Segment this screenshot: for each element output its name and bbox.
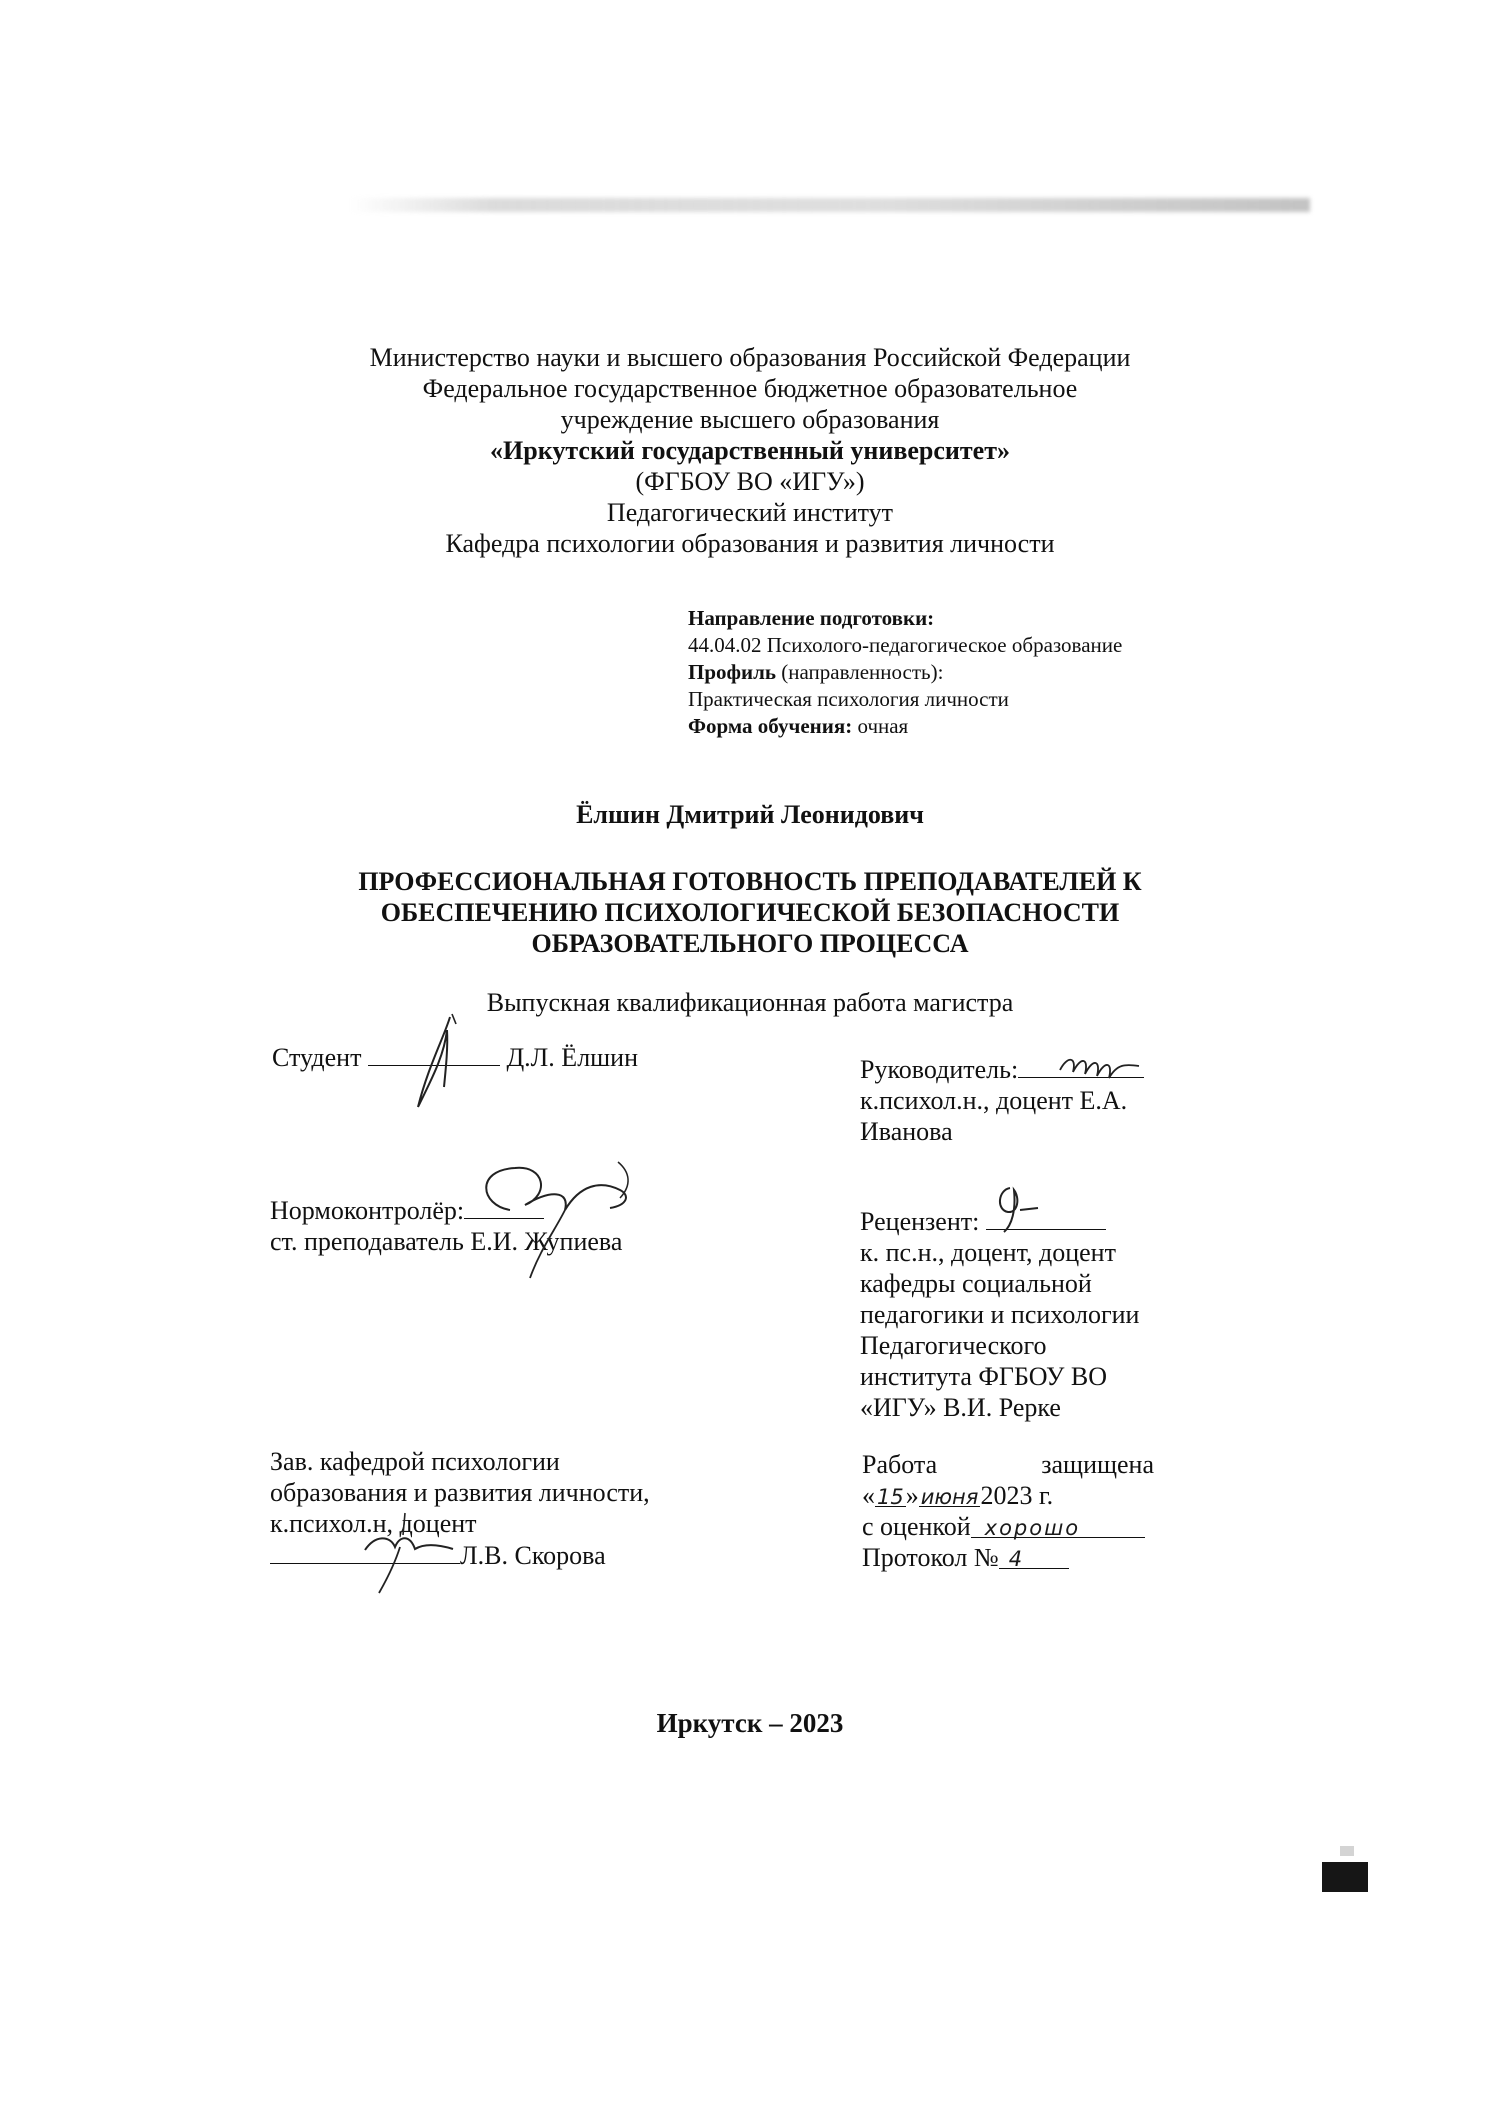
date-close-quote: »: [905, 1481, 919, 1510]
title-line-2: ОБЕСПЕЧЕНИЮ ПСИХОЛОГИЧЕСКОЙ БЕЗОПАСНОСТИ: [380, 898, 1120, 927]
work-type: Выпускная квалификационная работа магистра: [486, 988, 1014, 1017]
header-federal: Федеральное государственное бюджетное образовательное: [422, 374, 1078, 403]
student-signature: [400, 1012, 480, 1122]
reviewer-line-2: кафедры социальной: [860, 1269, 1092, 1298]
header-university: «Иркутский государственный университет»: [490, 436, 1010, 465]
scanner-marker: [1322, 1862, 1368, 1892]
header-department: Кафедра психологии образования и развития личности: [445, 529, 1055, 558]
thesis-title: [250, 866, 1250, 959]
header-abbreviation: (ФГБОУ ВО «ИГУ»): [635, 467, 865, 496]
head-signature: [355, 1505, 465, 1595]
defense-year: 2023 г.: [980, 1481, 1054, 1510]
defense-month: июня: [919, 1482, 981, 1507]
grade-label: с оценкой: [862, 1512, 971, 1541]
head-name: Л.В. Скорова: [460, 1541, 606, 1570]
head-line-1: Зав. кафедрой психологии: [270, 1447, 560, 1476]
direction-value: 44.04.02 Психолого-педагогическое образование: [688, 633, 1123, 657]
reviewer-label: Рецензент:: [860, 1207, 980, 1236]
protocol-label: Протокол №: [862, 1543, 999, 1572]
scan-artifact-smudge: [1340, 1846, 1354, 1856]
student-name: Д.Л. Ёлшин: [506, 1043, 639, 1072]
header-institution-type: учреждение высшего образования: [560, 405, 940, 434]
grade-value: хорошо: [971, 1513, 1145, 1538]
reviewer-signature: [990, 1180, 1050, 1235]
defense-block: [862, 1449, 1154, 1573]
reviewer-block: [860, 1205, 1139, 1423]
student-label: Студент: [272, 1043, 362, 1072]
reviewer-line-3: педагогики и психологии: [860, 1300, 1140, 1329]
supervisor-label: Руководитель:: [860, 1055, 1019, 1084]
title-line-3: ОБРАЗОВАТЕЛЬНОГО ПРОЦЕССА: [531, 929, 969, 958]
title-line-1: ПРОФЕССИОНАЛЬНАЯ ГОТОВНОСТЬ ПРЕПОДАВАТЕЛЕЙ К: [358, 867, 1142, 896]
author-name: Ёлшин Дмитрий Леонидович: [576, 800, 924, 829]
header-ministry: Министерство науки и высшего образования Российской Федерации: [369, 343, 1131, 372]
defense-word-work: Работа: [862, 1450, 938, 1479]
normcontroller-label: Нормоконтролёр:: [270, 1196, 465, 1225]
reviewer-line-6: «ИГУ» В.И. Рерке: [860, 1393, 1061, 1422]
supervisor-name: Иванова: [860, 1117, 953, 1146]
defense-word-defended: защищена: [1041, 1450, 1154, 1479]
scan-artifact-line: [350, 198, 1310, 212]
direction-label: Направление подготовки:: [688, 606, 935, 630]
reviewer-line-5: института ФГБОУ ВО: [860, 1362, 1108, 1391]
study-form-value: очная: [857, 714, 909, 738]
head-line-2: образования и развития личности,: [270, 1478, 650, 1507]
reviewer-line-4: Педагогического: [860, 1331, 1047, 1360]
profile-note: (направленность):: [781, 660, 944, 684]
protocol-number: 4: [999, 1544, 1069, 1569]
supervisor-signature: [1055, 1050, 1145, 1090]
program-info: [688, 605, 1122, 740]
ministry-header: [250, 342, 1250, 559]
profile-label: Профиль: [688, 660, 777, 684]
profile-value: Практическая психология личности: [688, 687, 1009, 711]
date-open-quote: «: [862, 1481, 875, 1510]
supervisor-title: к.психол.н., доцент Е.А.: [860, 1086, 1128, 1115]
defense-day: 15: [875, 1482, 906, 1507]
header-institute: Педагогический институт: [606, 498, 894, 527]
normcontroller-signature: [470, 1150, 640, 1280]
normcontroller-name: ст. преподаватель Е.И. Жупиева: [270, 1227, 623, 1256]
head-line-3: к.психол.н, доцент: [270, 1509, 477, 1538]
study-form-label: Форма обучения:: [688, 714, 853, 738]
city-year: Иркутск – 2023: [656, 1708, 844, 1738]
reviewer-line-1: к. пс.н., доцент, доцент: [860, 1238, 1116, 1267]
